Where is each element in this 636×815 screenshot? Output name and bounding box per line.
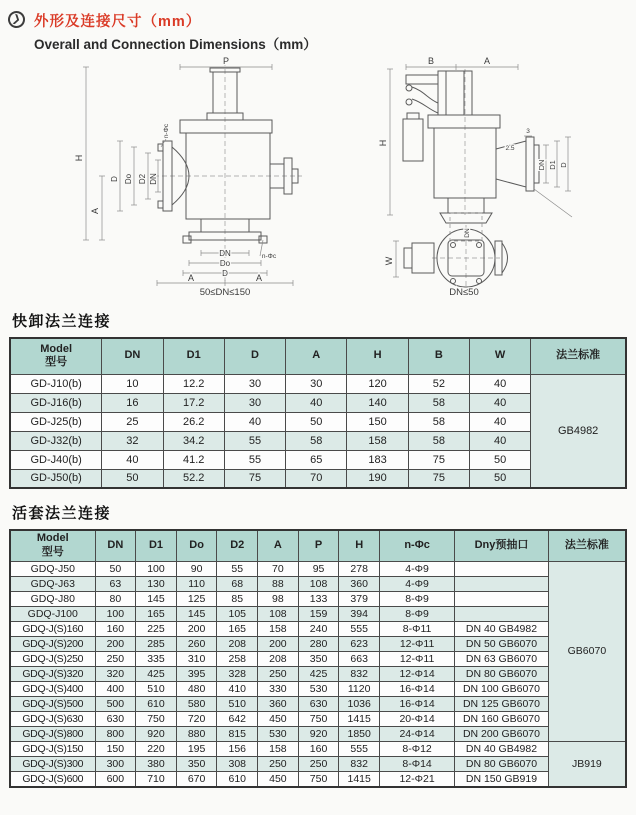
value-cell: 920 [298, 726, 339, 741]
column-header: DN [95, 530, 136, 561]
dim-label-a: A [483, 56, 491, 66]
value-cell: 335 [136, 651, 177, 666]
valve-drawing-large-dn [62, 55, 362, 297]
flange-standard-cell: JB919 [548, 741, 626, 787]
value-cell: 40 [469, 412, 530, 431]
value-cell: 50 [469, 450, 530, 469]
value-cell: 65 [286, 450, 347, 469]
value-cell: 395 [176, 666, 217, 681]
column-header: P [298, 530, 339, 561]
column-header: H [347, 338, 408, 374]
value-cell: 1415 [339, 711, 380, 726]
value-cell: 125 [176, 591, 217, 606]
value-cell: 58 [408, 393, 469, 412]
value-cell: 160 [298, 741, 339, 756]
table-row [10, 621, 626, 636]
value-cell: 1850 [339, 726, 380, 741]
value-cell: 710 [136, 771, 177, 787]
column-header: Do [176, 530, 217, 561]
model-cell: GD-J16(b) [10, 393, 102, 412]
value-cell: 250 [95, 651, 136, 666]
table-row [10, 374, 626, 393]
dim-label-d-bottom: D [222, 269, 228, 278]
value-cell: 195 [176, 741, 217, 756]
column-header: Model 型号 [10, 338, 102, 374]
value-cell: 52.2 [163, 469, 224, 488]
value-cell: 75 [408, 450, 469, 469]
value-cell: DN 150 GB919 [455, 771, 549, 787]
dim-label-3: 3 [526, 128, 530, 135]
value-cell [455, 561, 549, 576]
value-cell: 70 [258, 561, 299, 576]
value-cell: 75 [408, 469, 469, 488]
value-cell: DN 40 GB4982 [455, 741, 549, 756]
quick-release-flange-table [9, 337, 627, 489]
value-cell: 20-Φ14 [380, 711, 455, 726]
value-cell: 510 [217, 696, 258, 711]
value-cell: 260 [176, 636, 217, 651]
model-cell: GDQ-J(S)600 [10, 771, 95, 787]
value-cell [455, 606, 549, 621]
value-cell: 58 [408, 431, 469, 450]
value-cell: 800 [95, 726, 136, 741]
dim-label-25: 2.5 [505, 145, 515, 152]
value-cell: 40 [469, 431, 530, 450]
flange-standard-cell: GB4982 [531, 374, 626, 488]
dim-label-a-left: A [187, 273, 195, 283]
value-cell: 832 [339, 756, 380, 771]
circle-chevron-icon: ❯ [6, 9, 27, 30]
table-row [10, 576, 626, 591]
value-cell: 12-Φ11 [380, 651, 455, 666]
dim-label-dn: DN [149, 173, 158, 185]
column-header: Dny预抽口 [455, 530, 549, 561]
table-row [10, 726, 626, 741]
value-cell: DN 63 GB6070 [455, 651, 549, 666]
header-row [10, 338, 626, 374]
value-cell: 200 [95, 636, 136, 651]
dim-label-d: D [110, 176, 119, 182]
value-cell: 16 [102, 393, 163, 412]
value-cell: 105 [217, 606, 258, 621]
table-row [10, 606, 626, 621]
value-cell: 832 [339, 666, 380, 681]
value-cell: 530 [258, 726, 299, 741]
column-header: D1 [163, 338, 224, 374]
value-cell: 285 [136, 636, 177, 651]
value-cell: DN 125 GB6070 [455, 696, 549, 711]
dim-label-h: H [378, 139, 388, 147]
value-cell: 145 [136, 591, 177, 606]
value-cell: 555 [339, 621, 380, 636]
value-cell: 720 [176, 711, 217, 726]
value-cell: 308 [217, 756, 258, 771]
dim-label-d1: D1 [548, 160, 557, 170]
value-cell: 50 [95, 561, 136, 576]
column-header: B [408, 338, 469, 374]
value-cell: 75 [224, 469, 285, 488]
value-cell: 108 [298, 576, 339, 591]
value-cell: 600 [95, 771, 136, 787]
value-cell: 300 [95, 756, 136, 771]
value-cell: 50 [102, 469, 163, 488]
model-cell: GDQ-J(S)150 [10, 741, 95, 756]
value-cell: 4-Φ9 [380, 561, 455, 576]
value-cell: 68 [217, 576, 258, 591]
value-cell: 158 [347, 431, 408, 450]
model-cell: GDQ-J(S)320 [10, 666, 95, 681]
model-cell: GDQ-J(S)200 [10, 636, 95, 651]
value-cell: 350 [298, 651, 339, 666]
value-cell: 208 [258, 651, 299, 666]
value-cell: 25 [102, 412, 163, 431]
value-cell: 200 [176, 621, 217, 636]
table-row [10, 591, 626, 606]
value-cell: 8-Φ12 [380, 741, 455, 756]
value-cell: 410 [217, 681, 258, 696]
table-row [10, 741, 626, 756]
value-cell: 30 [224, 374, 285, 393]
model-cell: GDQ-J50 [10, 561, 95, 576]
dim-label-h: H [74, 154, 84, 162]
value-cell: 110 [176, 576, 217, 591]
value-cell: 630 [95, 711, 136, 726]
value-cell: 4-Φ9 [380, 576, 455, 591]
value-cell: 320 [95, 666, 136, 681]
model-cell: GDQ-J(S)800 [10, 726, 95, 741]
value-cell: 98 [258, 591, 299, 606]
value-cell: 280 [298, 636, 339, 651]
value-cell: 500 [95, 696, 136, 711]
value-cell: 240 [298, 621, 339, 636]
loose-flange-table [9, 529, 627, 788]
value-cell: 510 [136, 681, 177, 696]
value-cell: 40 [286, 393, 347, 412]
value-cell: 16-Φ14 [380, 696, 455, 711]
table-row [10, 651, 626, 666]
value-cell: 480 [176, 681, 217, 696]
model-cell: GD-J40(b) [10, 450, 102, 469]
value-cell: 880 [176, 726, 217, 741]
model-cell: GD-J50(b) [10, 469, 102, 488]
value-cell: 670 [176, 771, 217, 787]
dim-label-dn: DN [537, 159, 546, 171]
valve-drawing-small-dn [376, 55, 606, 297]
value-cell: 32 [102, 431, 163, 450]
column-header: Model 型号 [10, 530, 95, 561]
value-cell: 328 [217, 666, 258, 681]
value-cell: 158 [258, 741, 299, 756]
value-cell: 380 [136, 756, 177, 771]
value-cell: 425 [298, 666, 339, 681]
value-cell: 165 [136, 606, 177, 621]
table-row [10, 636, 626, 651]
drawings-row [0, 53, 636, 297]
column-header: D2 [217, 530, 258, 561]
value-cell: 12-Φ21 [380, 771, 455, 787]
value-cell: DN 80 GB6070 [455, 756, 549, 771]
value-cell: 623 [339, 636, 380, 651]
column-header: D1 [136, 530, 177, 561]
model-cell: GD-J25(b) [10, 412, 102, 431]
column-header: D [224, 338, 285, 374]
value-cell: 40 [469, 374, 530, 393]
dim-label-b: B [427, 56, 435, 66]
value-cell: DN 80 GB6070 [455, 666, 549, 681]
dim-label-a-right: A [255, 273, 263, 283]
column-header: n-Φc [380, 530, 455, 561]
table-row [10, 771, 626, 787]
value-cell: 225 [136, 621, 177, 636]
value-cell: 34.2 [163, 431, 224, 450]
dim-label-dn-bottom: DN [464, 228, 471, 238]
model-cell: GDQ-J80 [10, 591, 95, 606]
value-cell: 160 [95, 621, 136, 636]
value-cell: 58 [408, 412, 469, 431]
value-cell: 750 [298, 771, 339, 787]
value-cell: 220 [136, 741, 177, 756]
value-cell: 165 [217, 621, 258, 636]
column-header: W [469, 338, 530, 374]
value-cell: 920 [136, 726, 177, 741]
value-cell: 55 [224, 431, 285, 450]
model-cell: GDQ-J(S)160 [10, 621, 95, 636]
value-cell: DN 160 GB6070 [455, 711, 549, 726]
model-cell: GD-J32(b) [10, 431, 102, 450]
value-cell: 750 [298, 711, 339, 726]
value-cell: 1036 [339, 696, 380, 711]
model-cell: GDQ-J(S)250 [10, 651, 95, 666]
dim-label-d2: D2 [138, 173, 147, 185]
value-cell: 425 [136, 666, 177, 681]
model-cell: GDQ-J63 [10, 576, 95, 591]
value-cell: 750 [136, 711, 177, 726]
value-cell: 330 [258, 681, 299, 696]
value-cell: 85 [217, 591, 258, 606]
value-cell: 55 [217, 561, 258, 576]
value-cell: 200 [258, 636, 299, 651]
value-cell: 50 [286, 412, 347, 431]
value-cell: 150 [347, 412, 408, 431]
drawing-caption-small-dn: DN≤50 [449, 287, 479, 297]
value-cell: 663 [339, 651, 380, 666]
value-cell: 90 [176, 561, 217, 576]
column-header: 法兰标准 [531, 338, 626, 374]
column-header: DN [102, 338, 163, 374]
value-cell: 16-Φ14 [380, 681, 455, 696]
page-title-en: Overall and Connection Dimensions（mm） [34, 37, 317, 52]
value-cell: 80 [95, 591, 136, 606]
model-cell: GDQ-J(S)300 [10, 756, 95, 771]
table-row [10, 711, 626, 726]
table-row [10, 561, 626, 576]
table-row [10, 666, 626, 681]
value-cell: 55 [224, 450, 285, 469]
value-cell: 394 [339, 606, 380, 621]
value-cell: 530 [298, 681, 339, 696]
value-cell: 24-Φ14 [380, 726, 455, 741]
value-cell: 379 [339, 591, 380, 606]
value-cell: 26.2 [163, 412, 224, 431]
table-row [10, 681, 626, 696]
value-cell: 150 [95, 741, 136, 756]
value-cell: 278 [339, 561, 380, 576]
column-header: 法兰标准 [548, 530, 626, 561]
value-cell: 63 [95, 576, 136, 591]
value-cell: 12-Φ11 [380, 636, 455, 651]
value-cell: 40 [469, 393, 530, 412]
value-cell: 88 [258, 576, 299, 591]
value-cell [455, 576, 549, 591]
value-cell: DN 40 GB4982 [455, 621, 549, 636]
value-cell [455, 591, 549, 606]
value-cell: 40 [102, 450, 163, 469]
dim-label-nphic-bottom: n-Φc [261, 253, 277, 260]
value-cell: 30 [286, 374, 347, 393]
value-cell: 610 [136, 696, 177, 711]
section-title-quick-release-flange: 快卸法兰连接 [12, 313, 112, 330]
value-cell: 258 [217, 651, 258, 666]
model-cell: GDQ-J100 [10, 606, 95, 621]
value-cell: 815 [217, 726, 258, 741]
value-cell: 630 [298, 696, 339, 711]
model-cell: GDQ-J(S)500 [10, 696, 95, 711]
value-cell: 310 [176, 651, 217, 666]
value-cell: 140 [347, 393, 408, 412]
page-title-zh: 外形及连接尺寸（mm） [34, 14, 202, 30]
value-cell: 360 [339, 576, 380, 591]
value-cell: 100 [136, 561, 177, 576]
value-cell: DN 100 GB6070 [455, 681, 549, 696]
value-cell: 250 [258, 756, 299, 771]
column-header: A [258, 530, 299, 561]
value-cell: 642 [217, 711, 258, 726]
dim-label-w: W [384, 256, 394, 266]
value-cell: 95 [298, 561, 339, 576]
value-cell: 555 [339, 741, 380, 756]
value-cell: 133 [298, 591, 339, 606]
value-cell: DN 200 GB6070 [455, 726, 549, 741]
table-row [10, 696, 626, 711]
value-cell: 450 [258, 711, 299, 726]
value-cell: 100 [95, 606, 136, 621]
value-cell: 1415 [339, 771, 380, 787]
value-cell: 1120 [339, 681, 380, 696]
value-cell: 108 [258, 606, 299, 621]
value-cell: 70 [286, 469, 347, 488]
value-cell: 250 [298, 756, 339, 771]
value-cell: 208 [217, 636, 258, 651]
flange-standard-cell: GB6070 [548, 561, 626, 741]
value-cell: 58 [286, 431, 347, 450]
value-cell: 12-Φ14 [380, 666, 455, 681]
value-cell: 50 [469, 469, 530, 488]
column-header: A [286, 338, 347, 374]
value-cell: 183 [347, 450, 408, 469]
drawing-caption-large-dn: 50≤DN≤150 [199, 287, 251, 297]
section-title-loose-flange: 活套法兰连接 [12, 505, 112, 522]
value-cell: 8-Φ14 [380, 756, 455, 771]
value-cell: 156 [217, 741, 258, 756]
dim-label-d: D [559, 162, 568, 168]
title-block [34, 10, 317, 53]
value-cell: 159 [298, 606, 339, 621]
value-cell: 8-Φ9 [380, 591, 455, 606]
value-cell: 52 [408, 374, 469, 393]
value-cell: 190 [347, 469, 408, 488]
model-cell: GDQ-J(S)630 [10, 711, 95, 726]
page-header [0, 0, 636, 53]
value-cell: 145 [176, 606, 217, 621]
value-cell: 120 [347, 374, 408, 393]
value-cell: 10 [102, 374, 163, 393]
model-cell: GDQ-J(S)400 [10, 681, 95, 696]
header-row [10, 530, 626, 561]
value-cell: 610 [217, 771, 258, 787]
value-cell: 350 [176, 756, 217, 771]
value-cell: 8-Φ9 [380, 606, 455, 621]
value-cell: 360 [258, 696, 299, 711]
value-cell: 12.2 [163, 374, 224, 393]
column-header: H [339, 530, 380, 561]
value-cell: 17.2 [163, 393, 224, 412]
value-cell: 400 [95, 681, 136, 696]
value-cell: 580 [176, 696, 217, 711]
value-cell: DN 50 GB6070 [455, 636, 549, 651]
model-cell: GD-J10(b) [10, 374, 102, 393]
dim-label-p: P [222, 56, 230, 66]
value-cell: 30 [224, 393, 285, 412]
dim-label-nphic: n-Φc [163, 123, 170, 139]
value-cell: 41.2 [163, 450, 224, 469]
value-cell: 450 [258, 771, 299, 787]
value-cell: 250 [258, 666, 299, 681]
dim-label-a: A [90, 207, 100, 215]
value-cell: 130 [136, 576, 177, 591]
value-cell: 158 [258, 621, 299, 636]
value-cell: 40 [224, 412, 285, 431]
dim-label-do-bottom: Do [219, 259, 231, 268]
dim-label-dn-bottom: DN [219, 249, 231, 258]
dim-label-do: Do [124, 173, 133, 185]
table-row [10, 756, 626, 771]
value-cell: 8-Φ11 [380, 621, 455, 636]
